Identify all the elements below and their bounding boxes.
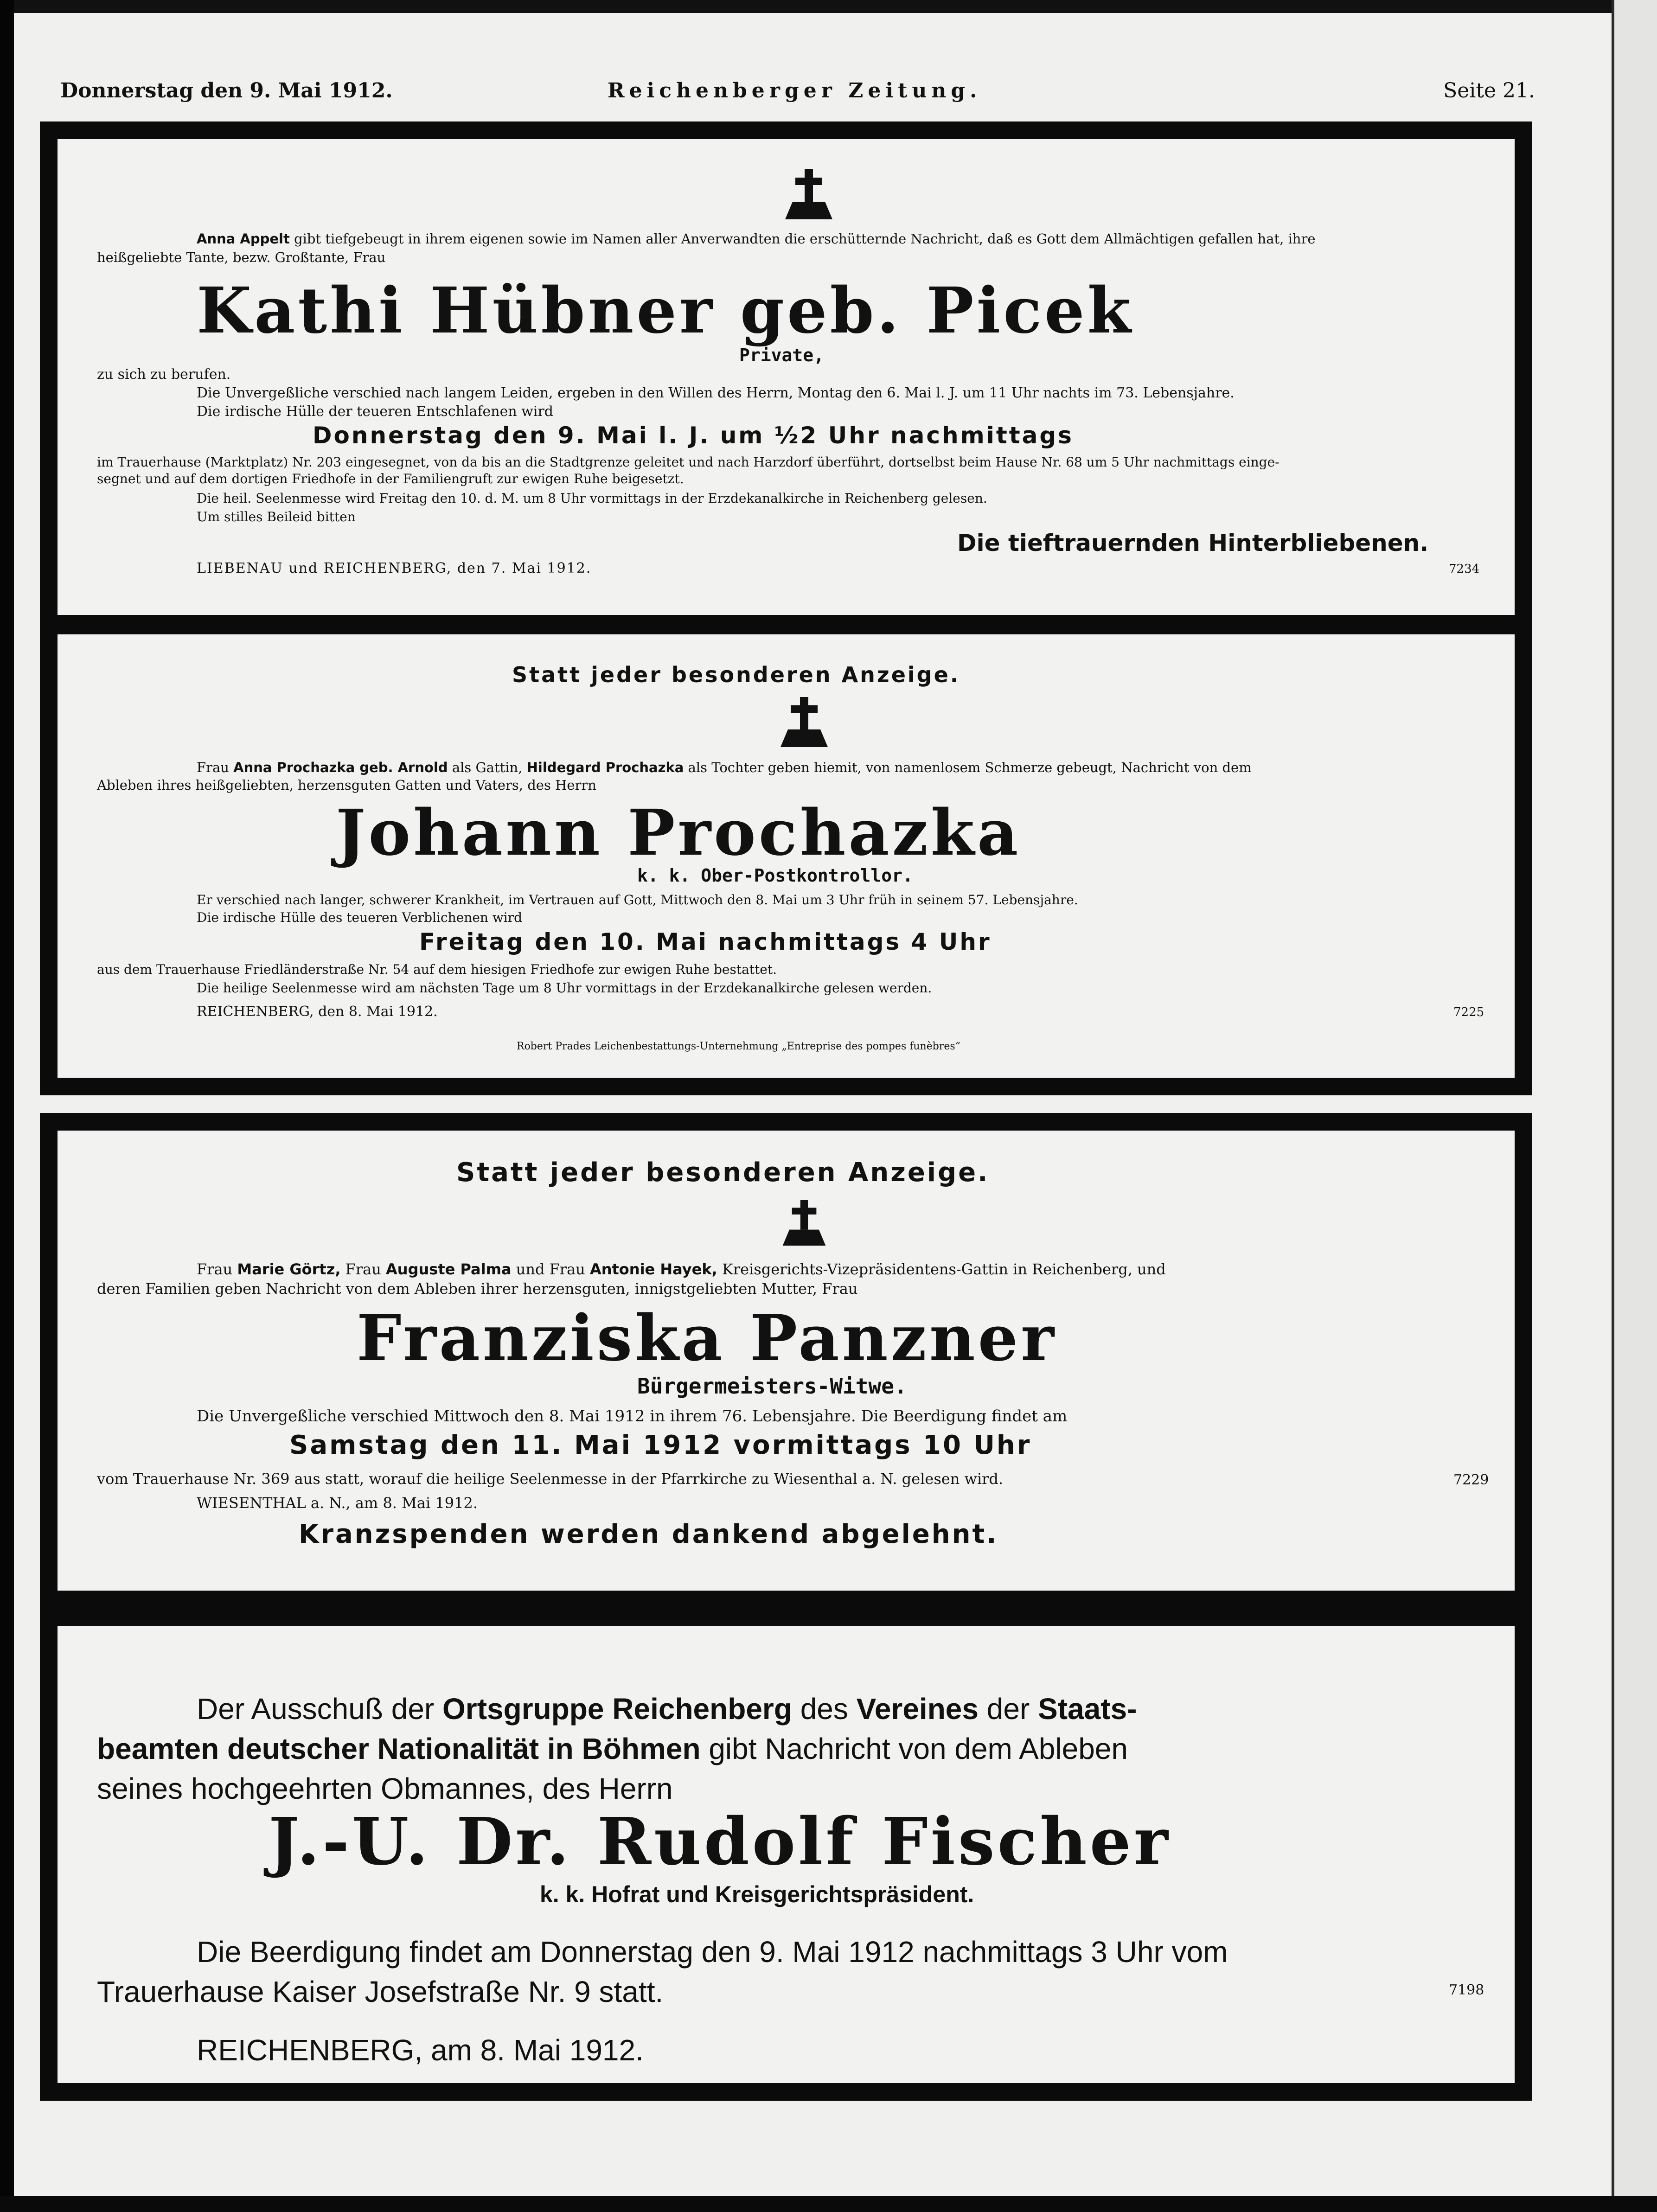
notice1-line2: heißgeliebte Tante, bezw. Großtante, Frau bbox=[97, 249, 386, 265]
notice1-line6: im Trauerhause (Marktplatz) Nr. 203 eingesegnet, von da bis an die Stadtgrenze geleitet und nach Harzdorf überführt, dortselbst beim Hause Nr. 68 um 5 Uhr nachmittags einge- bbox=[97, 454, 1280, 470]
notice1-title: Private, bbox=[739, 345, 825, 365]
scan-edge-bottom bbox=[0, 2196, 1657, 2212]
cross-icon bbox=[781, 1200, 827, 1247]
notice1-line3: zu sich zu berufen. bbox=[97, 366, 231, 383]
death-notice-huebner bbox=[40, 121, 1532, 633]
notice2-line4: Die irdische Hülle des teueren Verblichenen wird bbox=[197, 910, 523, 925]
notice3-line4: vom Trauerhause Nr. 369 aus statt, worauf die heilige Seelenmesse in der Pfarrkirche zu Wiesenthal a. N. gelesen wird. bbox=[97, 1470, 1004, 1488]
scan-edge-right bbox=[1612, 0, 1657, 2212]
notice1-line8: Die heil. Seelenmesse wird Freitag den 10. d. M. um 8 Uhr vormittags in der Erzdekanalkirche in Reichenberg gelesen. bbox=[197, 491, 987, 506]
header-page-number: Seite 21. bbox=[1443, 79, 1535, 102]
notice2-title: k. k. Ober-Postkontrollor. bbox=[637, 865, 913, 886]
notice3-place-date: WIESENTHAL a. N., am 8. Mai 1912. bbox=[197, 1494, 478, 1512]
notice3-line1: Frau Marie Görtz, Frau Auguste Palma und Frau Antonie Hayek, Kreisgerichts-Vizepräsidentens-Gattin in Reichenberg, und bbox=[197, 1260, 1166, 1278]
notice4-place-date: REICHENBERG, am 8. Mai 1912. bbox=[197, 2033, 644, 2067]
scan-edge-left bbox=[0, 0, 14, 2212]
notice4-line5: Trauerhause Kaiser Josefstraße Nr. 9 statt. bbox=[97, 1975, 664, 2008]
notice3-line2: deren Familien geben Nachricht von dem Ableben ihrer herzensguten, innigstgeliebten Mutter, Frau bbox=[97, 1280, 858, 1298]
notice3-line3: Die Unvergeßliche verschied Mittwoch den 8. Mai 1912 in ihrem 76. Lebensjahre. Die Beerdigung findet am bbox=[197, 1407, 1068, 1426]
notice3-title: Bürgermeisters-Witwe. bbox=[637, 1374, 907, 1399]
notice4-line4: Die Beerdigung findet am Donnerstag den 9. Mai 1912 nachmittags 3 Uhr vom bbox=[197, 1935, 1228, 1969]
notice1-funeral-date: Donnerstag den 9. Mai l. J. um ½2 Uhr nachmittags bbox=[313, 422, 1074, 449]
notice4-ad-number: 7198 bbox=[1449, 1982, 1484, 1998]
notice1-line7: segnet und auf dem dortigen Friedhofe in der Familiengruft zur ewigen Ruhe beigesetzt. bbox=[97, 471, 684, 486]
notice2-place-date: REICHENBERG, den 8. Mai 1912. bbox=[197, 1004, 438, 1020]
notice3-ad-number: 7229 bbox=[1453, 1472, 1489, 1488]
death-notice-prochazka bbox=[40, 617, 1532, 1095]
cross-icon bbox=[783, 169, 834, 220]
notice2-undertaker: Robert Prades Leichenbestattungs-Unternehmung „Entreprise des pompes funèbres“ bbox=[517, 1041, 960, 1052]
notice3-footer: Kranzspenden werden dankend abgelehnt. bbox=[299, 1519, 998, 1549]
death-notice-fischer bbox=[40, 1608, 1532, 2101]
notice4-title: k. k. Hofrat und Kreisgerichtspräsident. bbox=[540, 1881, 974, 1907]
notice1-line9: Um stilles Beileid bitten bbox=[197, 509, 356, 524]
notice3-funeral-date: Samstag den 11. Mai 1912 vormittags 10 Uhr bbox=[289, 1430, 1032, 1460]
notice2-deceased-name: Johann Prochazka bbox=[336, 796, 1021, 870]
notice4-deceased-name: J.-U. Dr. Rudolf Fischer bbox=[269, 1804, 1171, 1880]
notice2-line2: Ableben ihres heißgeliebten, herzensguten Gatten und Vaters, des Herrn bbox=[97, 777, 596, 793]
notice3-deceased-name: Franziska Panzner bbox=[357, 1301, 1057, 1375]
notice4-line1: Der Ausschuß der Ortsgruppe Reichenberg des Vereines der Staats- bbox=[197, 1692, 1137, 1726]
notice4-line3: seines hochgeehrten Obmannes, des Herrn bbox=[97, 1772, 673, 1805]
header-date: Donnerstag den 9. Mai 1912. bbox=[60, 79, 393, 102]
notice1-place-date: LIEBENAU und REICHENBERG, den 7. Mai 1912. bbox=[197, 560, 592, 576]
notice2-ad-number: 7225 bbox=[1453, 1005, 1484, 1019]
notice1-line5: Die irdische Hülle der teueren Entschlafenen wird bbox=[197, 403, 553, 420]
death-notice-panzner bbox=[40, 1113, 1532, 1608]
notice3-heading: Statt jeder besonderen Anzeige. bbox=[456, 1157, 990, 1188]
notice1-signature: Die tieftrauernden Hinterbliebenen. bbox=[957, 530, 1429, 556]
cross-icon bbox=[779, 697, 830, 748]
notice2-line6: Die heilige Seelenmesse wird am nächsten Tage um 8 Uhr vormittags in der Erzdekanalkirche gelesen werden. bbox=[197, 980, 932, 996]
scan-edge-top bbox=[0, 0, 1657, 13]
notice1-line1: Anna Appelt gibt tiefgebeugt in ihrem eigenen sowie im Namen aller Anverwandten die erschütternde Nachricht, daß es Gott dem Allmächtigen gefallen hat, ihre bbox=[197, 231, 1316, 247]
notice2-funeral-date: Freitag den 10. Mai nachmittags 4 Uhr bbox=[419, 928, 992, 955]
notice1-deceased-name: Kathi Hübner geb. Picek bbox=[197, 274, 1134, 348]
notice2-line5: aus dem Trauerhause Friedländerstraße Nr. 54 auf dem hiesigen Friedhofe zur ewigen Ruhe bestattet. bbox=[97, 962, 777, 977]
header-newspaper-title: Reichenberger Zeitung. bbox=[608, 79, 982, 102]
notice2-line3: Er verschied nach langer, schwerer Krankheit, im Vertrauen auf Gott, Mittwoch den 8. Mai um 3 Uhr früh in seinem 57. Lebensjahre. bbox=[197, 892, 1078, 908]
notice1-ad-number: 7234 bbox=[1449, 562, 1480, 576]
notice1-line4: Die Unvergeßliche verschied nach langem Leiden, ergeben in den Willen des Herrn, Montag den 6. Mai l. J. um 11 Uhr nachts im 73. Lebensjahre. bbox=[197, 385, 1235, 401]
notice2-line1: Frau Anna Prochazka geb. Arnold als Gattin, Hildegard Prochazka als Tochter geben hiemit, von namenlosem Schmerze gebeugt, Nachricht von dem bbox=[197, 760, 1252, 775]
notice4-line2: beamten deutscher Nationalität in Böhmen gibt Nachricht von dem Ableben bbox=[97, 1732, 1128, 1765]
page-header bbox=[60, 79, 1535, 111]
notice2-heading: Statt jeder besonderen Anzeige. bbox=[512, 662, 960, 687]
